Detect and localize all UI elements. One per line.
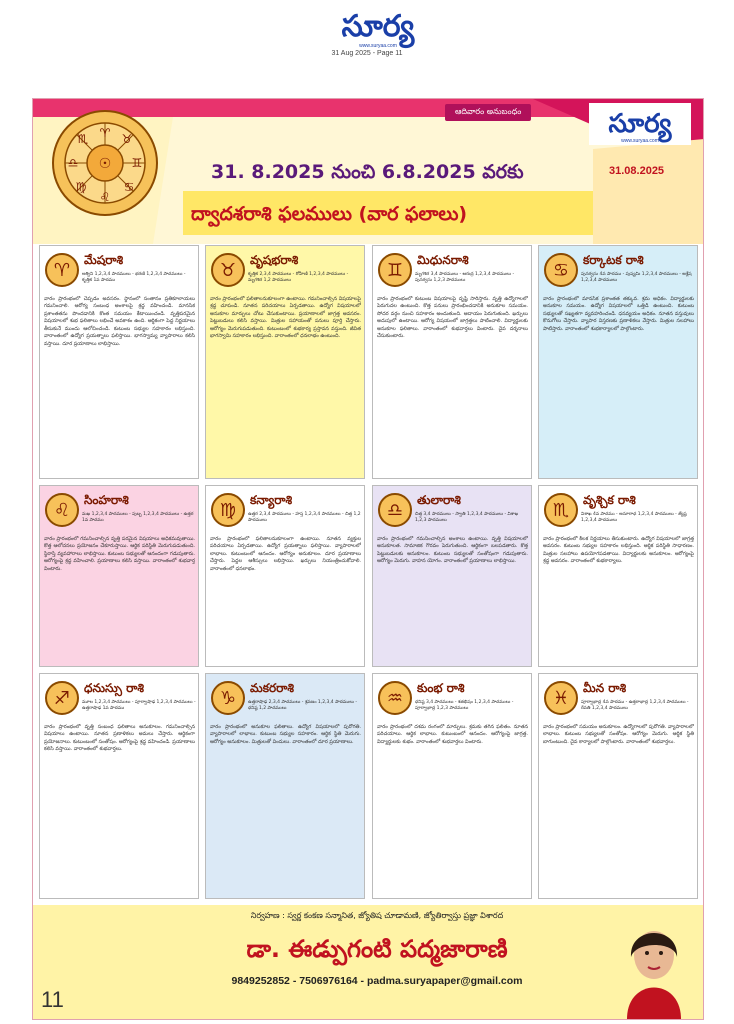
aries-icon: ♈ (45, 253, 79, 287)
author-photo (609, 907, 699, 1019)
svg-text:♊: ♊ (131, 156, 143, 170)
svg-text:♉: ♉ (121, 132, 133, 146)
aquarius-icon: ♒ (378, 681, 412, 715)
masthead (0, 0, 734, 66)
leo-icon: ♌ (45, 493, 79, 527)
sign-forecast-text: వారం ప్రారంభంలో కుటుంబ విషయాలపై దృష్టి సారిస్తారు. వృత్తి ఉద్యోగాలలో పెరుగుదల ఉంటుంది. కొత్త పనులు ప్రారంభించడానికి అనుకూల సమయం. సోదర వర్గం నుంచి సహకారం అందుతుంది. ఆదాయం పెరుగుతుంది. ఖర్చులు అదుపులో ఉంటాయి. ఆరోగ్య విషయంలో జాగ్రత్తలు పాటించాలి. విద్యార్థులకు అనుకూల ఫలితాలు. వారాంతంలో శుభవార్తలు వింటారు. దైవ దర్శనాలు చేసుకుంటారు. (377, 296, 528, 340)
sign-card (205, 245, 365, 479)
author-footer (33, 905, 704, 1020)
sign-card (372, 485, 532, 667)
svg-text:♎: ♎ (67, 156, 79, 170)
sign-forecast-text: వారం ప్రారంభంలో మానసిక ప్రశాంతత తక్కువ. శ్రమ అధికం. విద్యార్థులకు అనుకూల సమయం. ఉద్యోగ విషయాలలో ఒత్తిడి ఉంటుంది. కుటుంబ సభ్యులతో సఖ్యతగా వ్యవహరించండి. ధనవ్యయం అధికం. నూతన వస్తువులు కొనుగోలు చేస్తారు. వ్యాపార విస్తరణకు ప్రణాళికలు వేస్తారు. మిత్రుల సలహాలు పాటిస్తారు. వారాంతంలో శుభకార్యాలలో పాల్గొంటారు. (543, 296, 694, 332)
sign-name: కుంభ రాశి (417, 681, 465, 695)
sign-card (538, 673, 698, 899)
sign-name: కన్యారాశి (250, 493, 293, 507)
sign-forecast-text: వారం ప్రారంభంలో దశమ రంగంలో మార్పులు. శ్రమకు తగిన ఫలితం. నూతన పరిచయాలు. ఆర్థిక లాభాలు. కుటుంబంలో ఆనందం. ఆరోగ్యంపై జాగ్రత్త. విద్యార్థులకు శుభం. వారాంతంలో శుభవార్తలు వింటారు. (377, 724, 528, 745)
sign-nakshatra: ఉత్తరాషాఢ 2,3,4 పాదములు - శ్రవణం 1,2,3,4 పాదములు - ధనిష్ఠ 1,2 పాదములు (248, 700, 358, 711)
sign-forecast-text: వారం ప్రారంభంలో వృత్తి సంబంధ ఫలితాలు అనుకూలం. గమనించాల్సిన విషయాలు ఉంటాయి. నూతన ప్రణాళికలు అమలు చేస్తారు. ఆర్థికంగా ప్రయోజనాలు. కుటుంబంలో సంతోషం. ఆరోగ్యంపై శ్రద్ధ వహించండి. ప్రయాణాలు కలిసి వస్తాయి. వారాంతంలో శుభవార్తలు. (44, 724, 195, 753)
logo-tagline: www.suryaa.com (359, 43, 397, 49)
zodiac-grid (39, 245, 699, 905)
sign-forecast-text: వారం ప్రారంభంలో ఫలితాలనుకూలంగా ఉంటాయి. గమనించాల్సిన విషయాలపై శ్రద్ధ చూపండి. నూతన పరిచయాలు ఏర్పడతాయి. ఉద్యోగ విషయాలలో అనుకూల మార్పులు చోటు చేసుకుంటాయి. ప్రయాణాలలో జాగ్రత్త అవసరం. పెట్టుబడులు కలిసి వస్తాయి. మిత్రుల సహాయంతో పనులు పూర్తి చేస్తారు. ఆరోగ్యం మెరుగుపడుతుంది. కుటుంబంలో శుభకార్య ప్రస్తావన వస్తుంది. జీవిత భాగస్వామి సహకారం లభిస్తుంది. వారాంతంలో ధనలాభం ఉంటుంది. (210, 296, 361, 340)
sign-forecast-text: వారం ప్రారంభంలో గమనించాల్సిన అంశాలు ఉంటాయి. వృత్తి విషయాలలో అనుకూలత. సామాజిక గౌరవం పెరుగుతుంది. ఆర్థికంగా బలపడతారు. కొత్త పెట్టుబడులకు అనుకూలం. కుటుంబ సభ్యులతో సంతోషంగా గడుపుతారు. ఆరోగ్యం మెరుగు. వాహన యోగం. వారాంతంలో ప్రయాణాలు లాభిస్తాయి. (377, 536, 528, 565)
sign-nakshatra: ధనిష్ఠ 3,4 పాదములు - శతభిషం 1,2,3,4 పాదములు - పూర్వాభాద్ర 1,2,3 పాదములు (415, 700, 514, 711)
edition-date: 31 Aug 2025 - Page 11 (331, 50, 403, 57)
supplement-badge: ఆదివారం అనుబంధం (445, 104, 531, 121)
taurus-icon: ♉ (211, 253, 245, 287)
headline: ద్వాదశరాశి ఫలములు (వార ఫలాలు) (191, 203, 468, 225)
sign-name: సింహరాశి (84, 493, 129, 507)
author-contact: 9849252852 - 7506976164 - padma.suryapaper@gmail.com (231, 975, 523, 987)
surya-brand-logo (589, 103, 691, 145)
horoscope-page (32, 98, 704, 1020)
surya-logo (318, 2, 438, 50)
sign-card (538, 245, 698, 479)
brand-text: సూర్య (608, 109, 672, 139)
sign-forecast-text: వారం ప్రారంభంలో కీలక నిర్ణయాలు తీసుకుంటారు. ఉద్యోగ విషయాలలో జాగ్రత్త అవసరం. కుటుంబ సభ్యుల సహకారం లభిస్తుంది. ఆర్థిక పరిస్థితి సాధారణం. మిత్రుల సలహాలు ఉపయోగపడతాయి. విద్యార్థులకు అనుకూలం. ఆరోగ్యంపై శ్రద్ధ అవసరం. వారాంతంలో శుభకార్యాలు. (543, 536, 694, 565)
credit-line: నిర్వహణ : స్వర్ణ కంకణ సన్మానిత, జ్యోతిష చూడామణి, జ్యోతిర్వాస్తు ప్రజ్ఞా విశారద (250, 911, 504, 920)
brand-url: www.suryaa.com (621, 138, 659, 144)
sign-card (372, 673, 532, 899)
sign-nakshatra: పునర్వసు 4వ పాదము - పుష్యమి 1,2,3,4 పాదములు - ఆశ్లేష 1,2,3,4 పాదములు (581, 272, 692, 283)
zodiac-wheel-icon (51, 109, 159, 217)
sign-forecast-text: వారం ప్రారంభంలో గమనించాల్సిన వృత్తి పరమైన విషయాలు అధికమవుతాయి. కొత్త ఆలోచనలు ప్రయోజనం చేకూరుస్తాయి. ఆర్థిక పరిస్థితి మెరుగుపడుతుంది. స్థిరాస్తి వ్యవహారాలు లాభిస్తాయి. కుటుంబ సభ్యులతో ఆనందంగా గడుపుతారు. ఆరోగ్యంపై శ్రద్ధ వహించాలి. ప్రయాణాలు కలిసి వస్తాయి. వారాంతంలో శుభవార్త వింటారు. (44, 536, 195, 572)
sign-nakshatra: కృత్తిక 2,3,4 పాదములు - రోహిణి 1,2,3,4 పాదములు - మృగశిర 1,2 పాదములు (248, 272, 349, 283)
svg-text:♈: ♈ (99, 126, 111, 140)
sign-name: మీన రాశి (583, 681, 627, 695)
sign-forecast-text: వారం ప్రారంభంలో సమయం అనుకూలం. ఉద్యోగాలలో పురోగతి. వ్యాపారాలలో లాభాలు. కుటుంబ సభ్యులతో సంతోషం. ఆరోగ్యం మెరుగు. ఆర్థిక స్థితి బాగుంటుంది. దైవ కార్యాలలో పాల్గొంటారు. వారాంతంలో శుభవార్తలు. (543, 724, 694, 745)
cancer-icon: ♋ (544, 253, 578, 287)
sign-card (39, 673, 199, 899)
sign-forecast-text: వారం ప్రారంభంలో చెప్పడం అవసరం. స్థానంలో సంతానం ప్రతికూలాయలు గమనించాలి. ఆరోగ్య సంబంధ అంశాలపై శ్రద్ధ వహించండి. మానసిక ప్రశాంతతను పొందడానికి కొంత సమయం కేటాయించండి. వృత్తిపరమైన విషయాలలో శుభ ఫలితాలు లభించే అవకాశం ఉంది. ఆర్థికంగా పెద్ద నిర్ణయాలు తీసుకునే ముందు ఆలోచించండి. కుటుంబ సభ్యుల సహకారం లభిస్తుంది. వారాంతంలో ఉద్యోగ ప్రయత్నాలు ఫలిస్తాయి. భాగస్వామ్య వ్యాపారాలు కలిసి వస్తాయి. దూర ప్రయాణాలు లాభిస్తాయి. (44, 296, 195, 347)
author-name: డా. ఈడ్పుగంటి పద్మజారాణి (246, 935, 508, 963)
sign-card (205, 485, 365, 667)
sign-nakshatra: అశ్విని 1,2,3,4 పాదములు - భరణి 1,2,3,4 పాదములు - కృత్తిక 1వ పాదము (82, 272, 186, 283)
virgo-icon: ♍ (211, 493, 245, 527)
sign-name: తులారాశి (417, 493, 461, 507)
sign-nakshatra: మూల 1,2,3,4 పాదములు - పూర్వాషాఢ 1,2,3,4 పాదములు - ఉత్తరాషాఢ 1వ పాదము (82, 700, 196, 711)
capricorn-icon: ♑ (211, 681, 245, 715)
libra-icon: ♎ (378, 493, 412, 527)
sign-name: మేషరాశి (84, 253, 124, 267)
page-header (33, 99, 704, 244)
pisces-icon: ♓ (544, 681, 578, 715)
gemini-icon: ♊ (378, 253, 412, 287)
sign-name: వృషభరాశి (250, 253, 299, 267)
svg-text:♌: ♌ (99, 190, 111, 204)
sign-nakshatra: ఉత్తర 2,3,4 పాదములు - హస్త 1,2,3,4 పాదములు - చిత్త 1,2 పాదములు (248, 512, 361, 523)
sign-nakshatra: మృగశిర 3,4 పాదములు - ఆరుద్ర 1,2,3,4 పాదములు - పునర్వసు 1,2,3 పాదములు (415, 272, 515, 283)
sign-forecast-text: వారం ప్రారంభంలో ఫలితాలనుకూలంగా ఉంటాయి. నూతన వ్యక్తుల పరిచయాలు ఏర్పడతాయి. ఉద్యోగ ప్రయత్నాలు ఫలిస్తాయి. వ్యాపారాలలో లాభాలు. కుటుంబంలో ఆనందం. ఆరోగ్యం అనుకూలం. దూర ప్రయాణాలు చేస్తారు. పెద్దల ఆశీస్సులు లభిస్తాయి. ఖర్చులు నియంత్రించుకోవాలి. వారాంతంలో ధనలాభం. (210, 536, 361, 572)
sign-name: మిధునరాశి (417, 253, 469, 267)
sign-nakshatra: చిత్త 3,4 పాదములు - స్వాతి 1,2,3,4 పాదములు - విశాఖ 1,2,3 పాదములు (415, 512, 519, 523)
sign-nakshatra: విశాఖ 4వ పాదము - అనూరాధ 1,2,3,4 పాదములు - జ్యేష్ఠ 1,2,3,4 పాదములు (581, 512, 687, 523)
sign-card (538, 485, 698, 667)
svg-text:♍: ♍ (75, 180, 87, 194)
sign-card (205, 673, 365, 899)
paper-date: 31.08.2025 (609, 165, 665, 177)
sign-card (372, 245, 532, 479)
logo-text: సూర్య (341, 9, 415, 44)
sagittarius-icon: ♐ (45, 681, 79, 715)
sign-forecast-text: వారం ప్రారంభంలో అనుకూల ఫలితాలు. ఉద్యోగ విషయాలలో పురోగతి. వ్యాపారాలలో లాభాలు. కుటుంబ సభ్యుల సహకారం. ఆర్థిక స్థితి మెరుగు. ఆరోగ్యం అనుకూలం. మిత్రులతో విందులు. వారాంతంలో దూర ప్రయాణాలు. (210, 724, 361, 745)
svg-text:☉: ☉ (98, 156, 112, 172)
date-range: 31. 8.2025 నుంచి 6.8.2025 వరకు (211, 161, 524, 183)
sign-name: కర్కాటక రాశి (583, 253, 644, 267)
sign-card (39, 485, 199, 667)
sign-nakshatra: పూర్వాభాద్ర 4వ పాదము - ఉత్తరాభాద్ర 1,2,3,4 పాదములు - రేవతి 1,2,3,4 పాదములు (581, 700, 689, 711)
sign-card (39, 245, 199, 479)
svg-text:♋: ♋ (123, 180, 135, 194)
page-number: 11 (41, 987, 64, 1012)
sign-name: ధనుస్సు రాశి (84, 681, 144, 695)
sign-name: మకరరాశి (250, 681, 294, 695)
sign-nakshatra: మఖ 1,2,3,4 పాదములు - పుబ్బ 1,2,3,4 పాదములు - ఉత్తర 1వ పాదము (82, 512, 194, 523)
svg-text:♏: ♏ (77, 132, 89, 146)
sign-name: వృశ్చిక రాశి (583, 493, 636, 507)
scorpio-icon: ♏ (544, 493, 578, 527)
